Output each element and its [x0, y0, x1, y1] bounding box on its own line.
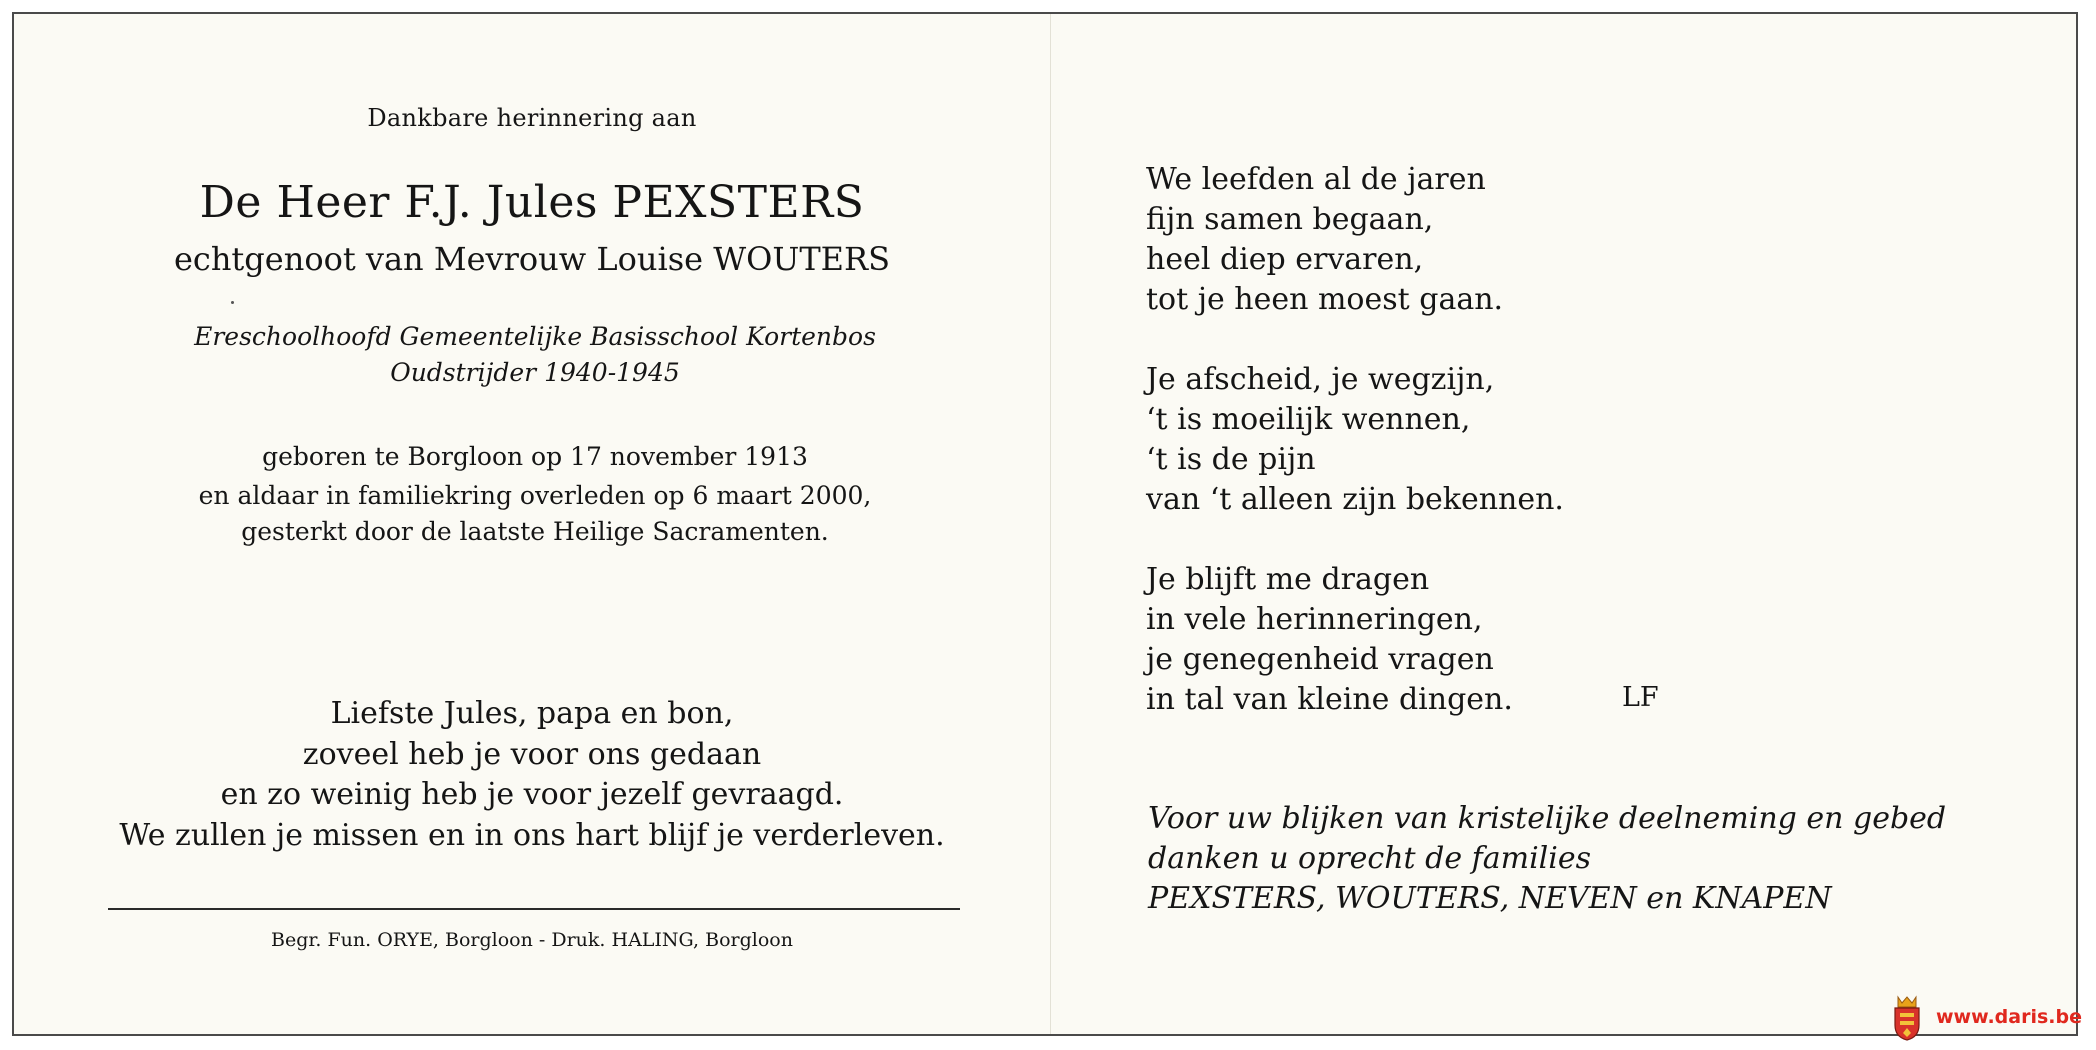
thanks-line-3: PEXSTERS, WOUTERS, NEVEN en KNAPEN: [1148, 881, 1832, 916]
poem-signature: LF: [1622, 682, 1659, 713]
poem-line: We leefden al de jaren: [1146, 162, 1486, 197]
deceased-name: De Heer F.J. Jules PEXSTERS: [199, 177, 865, 228]
watermark-url[interactable]: www.daris.be: [1936, 1006, 2082, 1028]
print-speck: [231, 301, 234, 304]
farewell-line-1: Liefste Jules, papa en bon,: [330, 696, 734, 731]
poem-stanza-3: [1146, 560, 1513, 720]
poem-line: van ‘t alleen zijn bekennen.: [1146, 482, 1564, 517]
spouse-line: echtgenoot van Mevrouw Louise WOUTERS: [173, 240, 891, 278]
poem-line: ‘t is de pijn: [1146, 442, 1316, 477]
thanks-block: [1148, 799, 1946, 919]
divider-line: [108, 908, 960, 910]
farewell-line-4: We zullen je missen en in ons hart blijf je verderleven.: [119, 818, 945, 853]
thanks-line-1: Voor uw blijken van kristelijke deelneming en gebed: [1148, 801, 1947, 836]
printer-credit: Begr. Fun. ORYE, Borgloon - Druk. HALING, Borgloon: [271, 929, 793, 951]
poem-line: Je afscheid, je wegzijn,: [1146, 362, 1495, 397]
poem-line: in tal van kleine dingen.: [1146, 682, 1513, 717]
thanks-line-2: danken u oprecht de families: [1148, 841, 1591, 876]
bio-line-1: geboren te Borgloon op 17 november 1913: [262, 442, 808, 471]
poem-line: heel diep ervaren,: [1146, 242, 1424, 277]
card-fold-line: [1050, 14, 1051, 1034]
bio-line-2: en aldaar in familiekring overleden op 6 maart 2000,: [198, 481, 872, 510]
poem-line: in vele herinneringen,: [1146, 602, 1483, 637]
poem-stanza-2: [1146, 360, 1564, 520]
farewell-line-2: zoveel heb je voor ons gedaan: [302, 737, 762, 772]
function-line-1: Ereschoolhoofd Gemeentelijke Basisschool Kortenbos: [194, 322, 876, 351]
poem-line: ‘t is moeilijk wennen,: [1146, 402, 1471, 437]
poem-line: tot je heen moest gaan.: [1146, 282, 1504, 317]
crest-icon: [1892, 995, 1922, 1041]
poem-stanza-1: [1146, 160, 1503, 320]
bio-line-3: gesterkt door de laatste Heilige Sacramenten.: [241, 517, 829, 546]
function-line-2: Oudstrijder 1940-1945: [390, 358, 680, 387]
farewell-line-3: en zo weinig heb je voor jezelf gevraagd.: [220, 777, 844, 812]
poem-line: je genegenheid vragen: [1146, 642, 1494, 677]
poem-line: fijn samen begaan,: [1146, 202, 1434, 237]
poem-line: Je blijft me dragen: [1146, 562, 1430, 597]
intro-text: Dankbare herinnering aan: [367, 104, 697, 132]
